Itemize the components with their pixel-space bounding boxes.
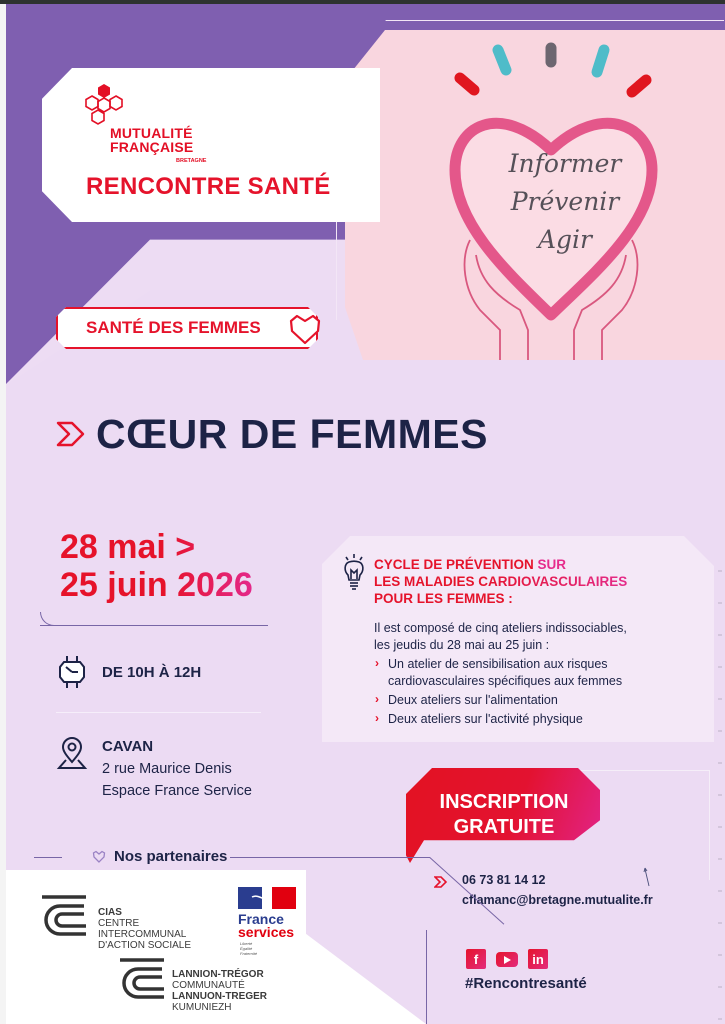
facebook-icon[interactable]: f (466, 949, 486, 969)
location-city: CAVAN (102, 738, 154, 755)
watch-icon (56, 654, 88, 690)
location-row (56, 736, 252, 802)
contact-phone[interactable]: 06 73 81 14 12 (462, 873, 546, 887)
location-venue: Espace France Service (102, 783, 252, 799)
partners-heading (34, 846, 424, 868)
motto-liberte: Liberté (240, 941, 253, 946)
cycle-title (374, 556, 627, 607)
logo-line1: MUTUALITÉ (110, 125, 193, 141)
lannion-tregor-name (172, 969, 267, 1013)
logo-region: BRETAGNE (176, 158, 207, 164)
topic-tag-label: SANTÉ DES FEMMES (86, 318, 261, 337)
motto-line-informer: Informer (508, 149, 622, 178)
location-details (102, 736, 252, 802)
france-services-line1: France (238, 911, 284, 927)
cycle-title-line2: LES MALADIES CARDIOVASCULAIRES (374, 574, 628, 589)
france-services-flag-icon (238, 887, 296, 909)
dates-line1: 28 mai > (60, 528, 196, 566)
cta-line2: GRATUITE (453, 816, 555, 838)
ltc-line4: KUMUNIEZH (172, 1002, 232, 1013)
cta-line1: INSCRIPTION (439, 791, 569, 813)
hashtag: #Rencontresanté (465, 975, 587, 992)
chevron-right-icon (55, 420, 87, 448)
location-pin-icon (56, 736, 88, 772)
workshop-item: › Deux ateliers sur l'alimentation (374, 692, 694, 709)
divider (426, 930, 427, 1024)
france-services-motto (240, 941, 257, 956)
workshop-list (374, 656, 694, 728)
main-title: CŒUR DE FEMMES (96, 411, 488, 457)
motto-fraternite: Fraternité (240, 951, 258, 956)
cias-logo-icon (38, 892, 90, 938)
pen-mark (643, 866, 651, 888)
cias-line3: D'ACTION SOCIALE (98, 940, 192, 951)
cias-line1: CENTRE (98, 918, 140, 929)
cycle-title-line3: POUR LES FEMMES : (374, 591, 513, 606)
social-links (466, 949, 548, 969)
partners-heading-text: Nos partenaires (114, 848, 228, 865)
divider (56, 712, 261, 713)
linkedin-icon[interactable]: in (528, 949, 548, 969)
heart-outline-icon (287, 313, 323, 345)
ltc-line3: LANNUON-TREGER (172, 991, 267, 1002)
event-dates (60, 528, 253, 604)
cycle-title-part1: CYCLE DE PRÉVENTION (374, 557, 538, 572)
program-title: RENCONTRE SANTÉ (86, 173, 331, 200)
cycle-title-part1b: SUR (537, 557, 567, 572)
logo-line2: FRANÇAISE (110, 139, 194, 155)
dates-line2: 25 juin 2026 (60, 566, 253, 604)
scan-edge (0, 0, 725, 4)
motto-egalite: Égalité (240, 946, 253, 951)
divider (34, 857, 62, 858)
youtube-icon[interactable] (496, 952, 518, 967)
cycle-intro-line1: Il est composé de cinq ateliers indissociables, (374, 621, 627, 635)
cias-acronym: CIAS (98, 907, 122, 918)
motto-line-prevenir: Prévenir (510, 187, 620, 216)
schedule-row (56, 654, 201, 690)
ltc-line1: LANNION-TRÉGOR (172, 969, 264, 980)
cias-line2: INTERCOMMUNAL (98, 929, 187, 940)
scan-artifacts (718, 540, 722, 1020)
ltc-line2: COMMUNAUTÉ (172, 980, 245, 991)
france-services-line2: services (238, 924, 295, 940)
workshop-item: › Un atelier de sensibilisation aux risques cardiovasculaires spécifiques aux femmes (374, 656, 694, 690)
lightbulb-icon (342, 553, 366, 591)
cias-name (98, 907, 191, 951)
dates-underline (40, 625, 268, 626)
chevron-right-icon (434, 876, 448, 888)
workshop-item: › Deux ateliers sur l'activité physique (374, 711, 694, 728)
cycle-intro-line2: les jeudis du 28 mai au 25 juin : (374, 638, 550, 652)
divider (230, 857, 430, 858)
cycle-description (374, 620, 694, 730)
lannion-tregor-logo-icon (116, 955, 168, 1001)
schedule-time: DE 10H À 12H (102, 664, 202, 681)
contact-email[interactable]: cflamanc@bretagne.mutualite.fr (462, 893, 653, 907)
hero-motto (480, 145, 650, 259)
location-address: 2 rue Maurice Denis (102, 761, 232, 777)
registration-text (406, 790, 602, 840)
heart-outline-icon (92, 850, 106, 864)
motto-line-agir: Agir (537, 225, 592, 254)
